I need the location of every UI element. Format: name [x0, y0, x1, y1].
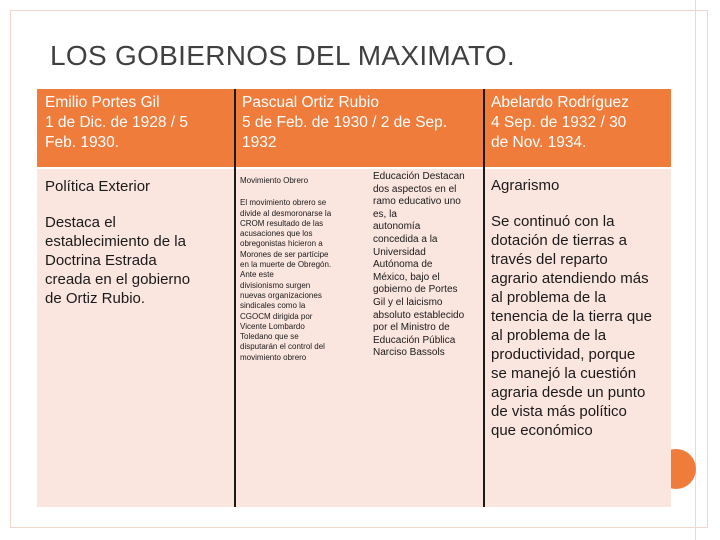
- column-divider-1: [234, 89, 236, 507]
- agrarismo-text: Se continuó con la dotación de tierras a través del reparto agrario atendiendo más al problema de la tenencia de la tierra que al problema de la productividad, porque se manejó la cuestión agraria desde un punto de vista más político que económico: [491, 213, 652, 439]
- movimiento-obrero-text: El movimiento obrero se divide al desmoronarse la CROM resultado de las acusaciones que los obregonistas hicieron a Morones de ser partícipe en la muerte de Obregón. Ante este divisionismo surgen nuevas organizaciones sindicales como la CGOCM dirigida por Vicente Lombardo Toledano que se disputarán el control del movimiento obrero: [240, 198, 332, 362]
- politica-exterior-text: Destaca el establecimiento de la Doctrina Estrada creada en el gobierno de Ortiz Rubio.: [45, 214, 191, 307]
- movimiento-obrero-heading: Movimiento Obrero: [240, 176, 309, 185]
- politica-exterior-heading: Política Exterior: [45, 178, 151, 195]
- slide-title: LOS GOBIERNOS DEL MAXIMATO.: [50, 40, 516, 71]
- cell-educacion: Educación Destacan dos aspectos en el ramo educativo uno es, la autonomía concedida a la Universidad Autónoma de México, bajo el gobierno de Portes Gil y el laicismo absoluto establecido por el Ministro de Educación Pública Narciso Bassols: [373, 171, 465, 359]
- cell-agrarismo: [491, 176, 671, 440]
- column-divider-2: [483, 89, 485, 507]
- header-portes-gil: Emilio Portes Gil 1 de Dic. de 1928 / 5 Feb. 1930.: [45, 94, 189, 151]
- table-header: [37, 89, 671, 167]
- agrarismo-heading: Agrarismo: [491, 177, 560, 194]
- cell-politica-exterior: [45, 177, 230, 308]
- table-body: [37, 169, 671, 507]
- content-table: [37, 89, 671, 507]
- decorative-line: [695, 0, 696, 540]
- header-abelardo-rodriguez: Abelardo Rodríguez 4 Sep. de 1932 / 30 de Nov. 1934.: [491, 94, 629, 151]
- header-ortiz-rubio: Pascual Ortiz Rubio 5 de Feb. de 1930 / 2 de Sep. 1932: [242, 94, 448, 151]
- cell-movimiento-obrero: [240, 176, 368, 363]
